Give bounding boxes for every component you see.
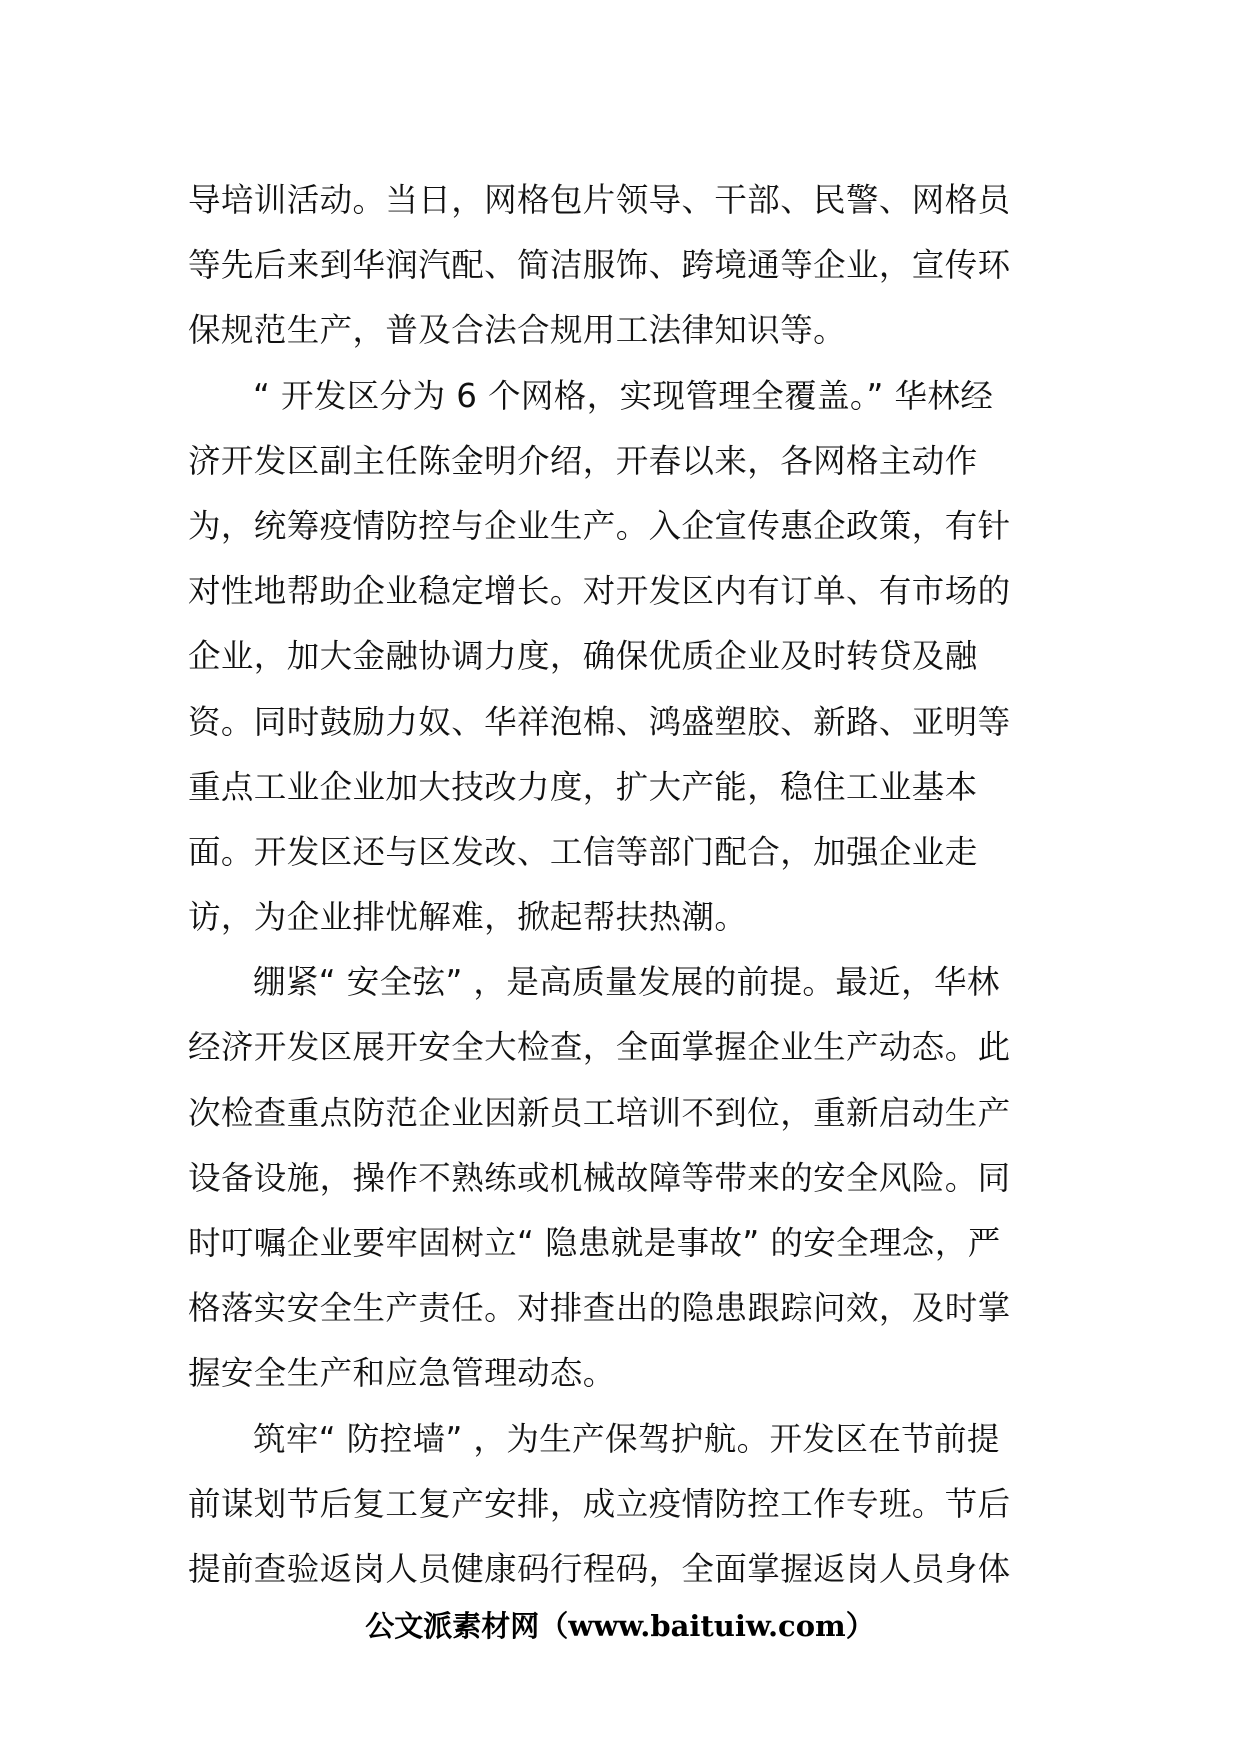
page-footer-watermark: 公文派素材网（www.baituiw.com）: [365, 1609, 875, 1643]
paragraph-first-line: 筑牢“ 防控墙” ，为生产保驾护航。开发区在节前提: [253, 1419, 1000, 1458]
text-line: 导培训活动。当日，网格包片领导、干部、民警、网格员: [188, 181, 1011, 219]
text-line: 保规范生产，普及合法合规用工法律知识等。: [188, 311, 847, 350]
text-line: 对性地帮助企业稳定增长。对开发区内有订单、有市场的: [188, 572, 1011, 611]
text-line: 资。同时鼓励力奴、华祥泡棉、鸿盛塑胶、新路、亚明等: [188, 702, 1011, 741]
text-line: 济开发区副主任陈金明介绍，开春以来，各网格主动作: [188, 441, 978, 480]
text-line: 次检查重点防范企业因新员工培训不到位，重新启动生产: [188, 1093, 1011, 1132]
paragraph-first-line: “ 开发区分为 6 个网格，实现管理全覆盖。” 华林经: [253, 376, 994, 415]
text-line: 时叮嘱企业要牢固树立“ 隐患就是事故” 的安全理念，严: [188, 1224, 1001, 1262]
paragraph-first-line: 绷紧“ 安全弦” ，是高质量发展的前提。最近，华林: [253, 963, 1000, 1002]
text-line: 前谋划节后复工复产安排，成立疫情防控工作专班。节后: [188, 1484, 1011, 1523]
text-line: 重点工业企业加大技改力度，扩大产能，稳住工业基本: [188, 767, 978, 806]
text-line: 设备设施，操作不熟练或机械故障等带来的安全风险。同: [188, 1158, 1011, 1197]
text-line: 访，为企业排忧解难，掀起帮扶热潮。: [188, 898, 748, 937]
document-body: [188, 168, 1058, 1602]
text-line: 等先后来到华润汽配、简洁服饰、跨境通等企业，宣传环: [188, 246, 1011, 285]
text-line: 为，统筹疫情防控与企业生产。入企宣传惠企政策，有针: [188, 506, 1011, 545]
text-line: 经济开发区展开安全大检查，全面掌握企业生产动态。此: [188, 1028, 1011, 1067]
text-line: 提前查验返岗人员健康码行程码，全面掌握返岗人员身体: [188, 1549, 1011, 1588]
text-line: 握安全生产和应急管理动态。: [188, 1354, 616, 1393]
text-line: 格落实安全生产责任。对排查出的隐患跟踪问效，及时掌: [188, 1289, 1011, 1328]
text-line: 面。开发区还与区发改、工信等部门配合，加强企业走: [188, 832, 978, 871]
text-line: 企业，加大金融协调力度，确保优质企业及时转贷及融: [188, 637, 978, 676]
